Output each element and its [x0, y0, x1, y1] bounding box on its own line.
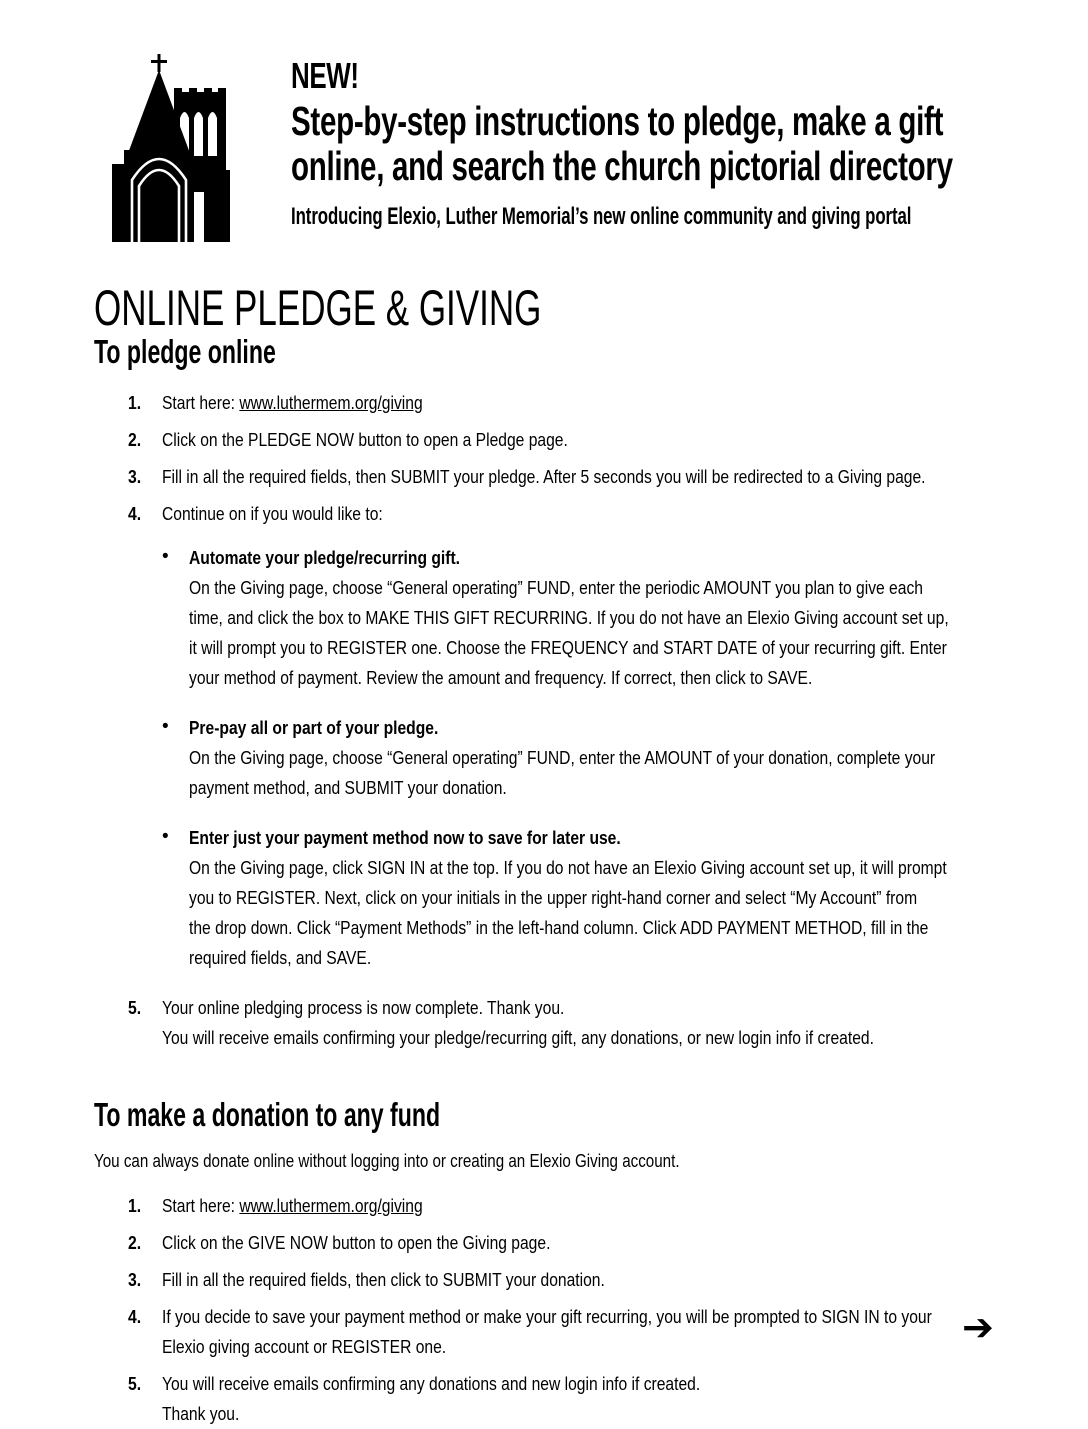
step-text — [162, 388, 865, 418]
church-silhouette-logo — [94, 52, 239, 242]
list-item — [158, 713, 994, 803]
step-text: Fill in all the required fields, then SUBMIT your pledge. After 5 seconds you will be redirected to a Giving page. — [162, 466, 926, 487]
step-number: 1. — [128, 392, 142, 413]
section2-intro-text: You can always donate online without logging into or creating an Elexio Giving account. — [94, 1150, 680, 1171]
list-item — [94, 462, 994, 492]
step-number: 4. — [128, 1306, 142, 1327]
step-text-continued: Elexio giving account or REGISTER one. — [162, 1336, 447, 1357]
bullet-heading: Pre-pay all or part of your pledge. — [189, 717, 439, 738]
step-text-prefix: Start here: — [162, 392, 240, 413]
step-text: Fill in all the required fields, then click to SUBMIT your donation. — [162, 1269, 605, 1290]
bullet-body — [189, 743, 994, 803]
step-number: 5. — [128, 1373, 142, 1394]
step-text — [162, 1191, 865, 1221]
bullet-dot-icon: • — [162, 826, 169, 847]
step-number: 2. — [128, 1232, 142, 1253]
headline-subtitle: Introducing Elexio, Luther Memorial’s new online community and giving portal — [291, 203, 912, 230]
section-to-pledge-online — [94, 334, 994, 1053]
bullet-body — [189, 853, 994, 973]
step-text: Click on the PLEDGE NOW button to open a Pledge page. — [162, 429, 568, 450]
bullet-body-line: payment method, and SUBMIT your donation. — [189, 777, 507, 798]
bullet-heading: Enter just your payment method now to save for later use. — [189, 827, 621, 848]
list-item — [158, 543, 994, 693]
step-text: Click on the GIVE NOW button to open the Giving page. — [162, 1232, 551, 1253]
section1-heading: To pledge online — [94, 333, 276, 370]
step-number: 2. — [128, 429, 142, 450]
bullet-body-line: your method of payment. Review the amount and frequency. If correct, then click to SAVE. — [189, 667, 813, 688]
list-item — [94, 1302, 994, 1362]
list-item — [94, 1191, 994, 1221]
list-item — [94, 388, 994, 418]
bullet-heading: Automate your pledge/recurring gift. — [189, 547, 460, 568]
bullet-body — [189, 573, 994, 693]
list-item — [158, 823, 994, 973]
list-item — [94, 425, 994, 455]
step-text-prefix: Start here: — [162, 1195, 240, 1216]
section2-heading: To make a donation to any fund — [94, 1096, 441, 1133]
new-badge-label: NEW! — [291, 55, 359, 96]
giving-url-link[interactable]: www.luthermem.org/giving — [239, 392, 423, 413]
bullet-body-line: the drop down. Click “Payment Methods” in the left-hand column. Click ADD PAYMENT METHOD, fill in the — [189, 917, 929, 938]
step-number: 3. — [128, 1269, 142, 1290]
page-title: ONLINE PLEDGE & GIVING — [94, 280, 542, 336]
step-number: 5. — [128, 997, 142, 1018]
section1-final-step — [94, 993, 994, 1053]
bullet-body-line: time, and click the box to MAKE THIS GIFT RECURRING. If you do not have an Elexio Giving account set up, — [189, 607, 949, 628]
next-page-arrow-icon[interactable]: ➔ — [962, 1305, 994, 1349]
step-number: 1. — [128, 1195, 142, 1216]
section1-bullet-list — [158, 543, 994, 973]
bullet-dot-icon: • — [162, 716, 169, 737]
section1-step-list — [94, 388, 994, 529]
list-item — [94, 1369, 994, 1429]
list-item — [94, 1228, 994, 1258]
section2-step-list — [94, 1191, 994, 1429]
giving-url-link[interactable]: www.luthermem.org/giving — [239, 1195, 423, 1216]
bullet-body-line: you to REGISTER. Next, click on your initials in the upper right-hand corner and select “My Account” from — [189, 887, 918, 908]
step-number: 4. — [128, 503, 142, 524]
bullet-body-line: required fields, and SAVE. — [189, 947, 372, 968]
list-item — [94, 1265, 994, 1295]
headline-line-1: Step-by-step instructions to pledge, make a gift — [291, 98, 944, 144]
step-text-continued: You will receive emails confirming your pledge/recurring gift, any donations, or new login info if created. — [162, 1027, 874, 1048]
step-text-continued: Thank you. — [162, 1403, 240, 1424]
headline-line-2: online, and search the church pictorial directory — [291, 143, 953, 189]
bullet-body-line: On the Giving page, click SIGN IN at the top. If you do not have an Elexio Giving account set up, it will prompt — [189, 857, 947, 878]
section-to-make-a-donation — [94, 1097, 994, 1429]
bullet-body-line: On the Giving page, choose “General operating” FUND, enter the periodic AMOUNT you plan to give each — [189, 577, 923, 598]
step-text: Your online pledging process is now complete. Thank you. — [162, 997, 565, 1018]
document-content — [94, 282, 994, 1429]
bullet-dot-icon: • — [162, 546, 169, 567]
step-number: 3. — [128, 466, 142, 487]
headline — [291, 99, 953, 189]
step-text: Continue on if you would like to: — [162, 503, 383, 524]
bullet-body-line: On the Giving page, choose “General operating” FUND, enter the AMOUNT of your donation, complete your — [189, 747, 936, 768]
list-item — [94, 499, 994, 529]
masthead-text — [291, 52, 1088, 231]
list-item — [94, 993, 994, 1053]
bullet-body-line: it will prompt you to REGISTER one. Choose the FREQUENCY and START DATE of your recurring gift. Enter — [189, 637, 947, 658]
step-text: If you decide to save your payment method or make your gift recurring, you will be prompted to SIGN IN to your — [162, 1306, 932, 1327]
step-text: You will receive emails confirming any donations and new login info if created. — [162, 1373, 701, 1394]
masthead — [94, 52, 994, 242]
